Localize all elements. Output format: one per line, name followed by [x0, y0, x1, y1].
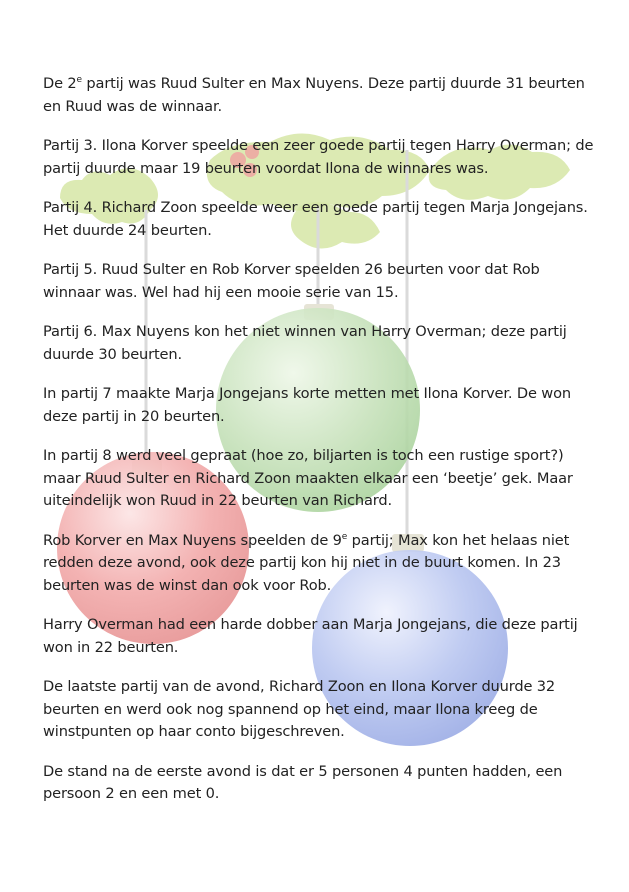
- paragraph-2: Partij 3. Ilona Korver speelde een zeer goede partij tegen Harry Overman; de partij duurde maar 19 beurten voordat Ilona de winnares was.: [43, 137, 594, 177]
- paragraph-5: Partij 6. Max Nuyens kon het niet winnen van Harry Overman; deze partij duurde 30 beurten.: [43, 323, 567, 363]
- paragraph-9: Harry Overman had een harde dobber aan Marja Jongejans, die deze partij won in 22 beurten.: [43, 616, 578, 656]
- paragraph-6: In partij 7 maakte Marja Jongejans korte metten met Ilona Korver. De won deze partij in 20 beurten.: [43, 385, 571, 425]
- paragraph-7: In partij 8 werd veel gepraat (hoe zo, biljarten is toch een rustige sport?) maar Ruud Sulter en Richard Zoon maakten elkaar een ‘beetje’ gek. Maar uiteindelijk won Ruud in 22 beurten van Richard.: [43, 447, 573, 509]
- paragraph-3: Partij 4. Richard Zoon speelde weer een goede partij tegen Marja Jongejans. Het duurde 24 beurten.: [43, 199, 588, 239]
- paragraph-11: De stand na de eerste avond is dat er 5 personen 4 punten hadden, een persoon 2 en een met 0.: [43, 762, 563, 802]
- paragraph-4: Partij 5. Ruud Sulter en Rob Korver speelden 26 beurten voor dat Rob winnaar was. Wel had hij een mooie serie van 15.: [43, 261, 540, 301]
- paragraph-10: De laatste partij van de avond, Richard Zoon en Ilona Korver duurde 32 beurten en werd ook nog spannend op het eind, maar Ilona kreeg de winstpunten op haar conto bijgeschreven.: [43, 678, 556, 740]
- paragraph-1: De 2e partij was Ruud Sulter en Max Nuyens. Deze partij duurde 31 beurten en Ruud was de winnaar.: [43, 75, 585, 115]
- paragraph-8: Rob Korver en Max Nuyens speelden de 9e partij; Max kon het helaas niet redden deze avond, ook deze partij kon hij niet in de buurt komen. In 23 beurten was de winst dan ook voor Rob.: [43, 531, 570, 594]
- document-body: [43, 73, 598, 823]
